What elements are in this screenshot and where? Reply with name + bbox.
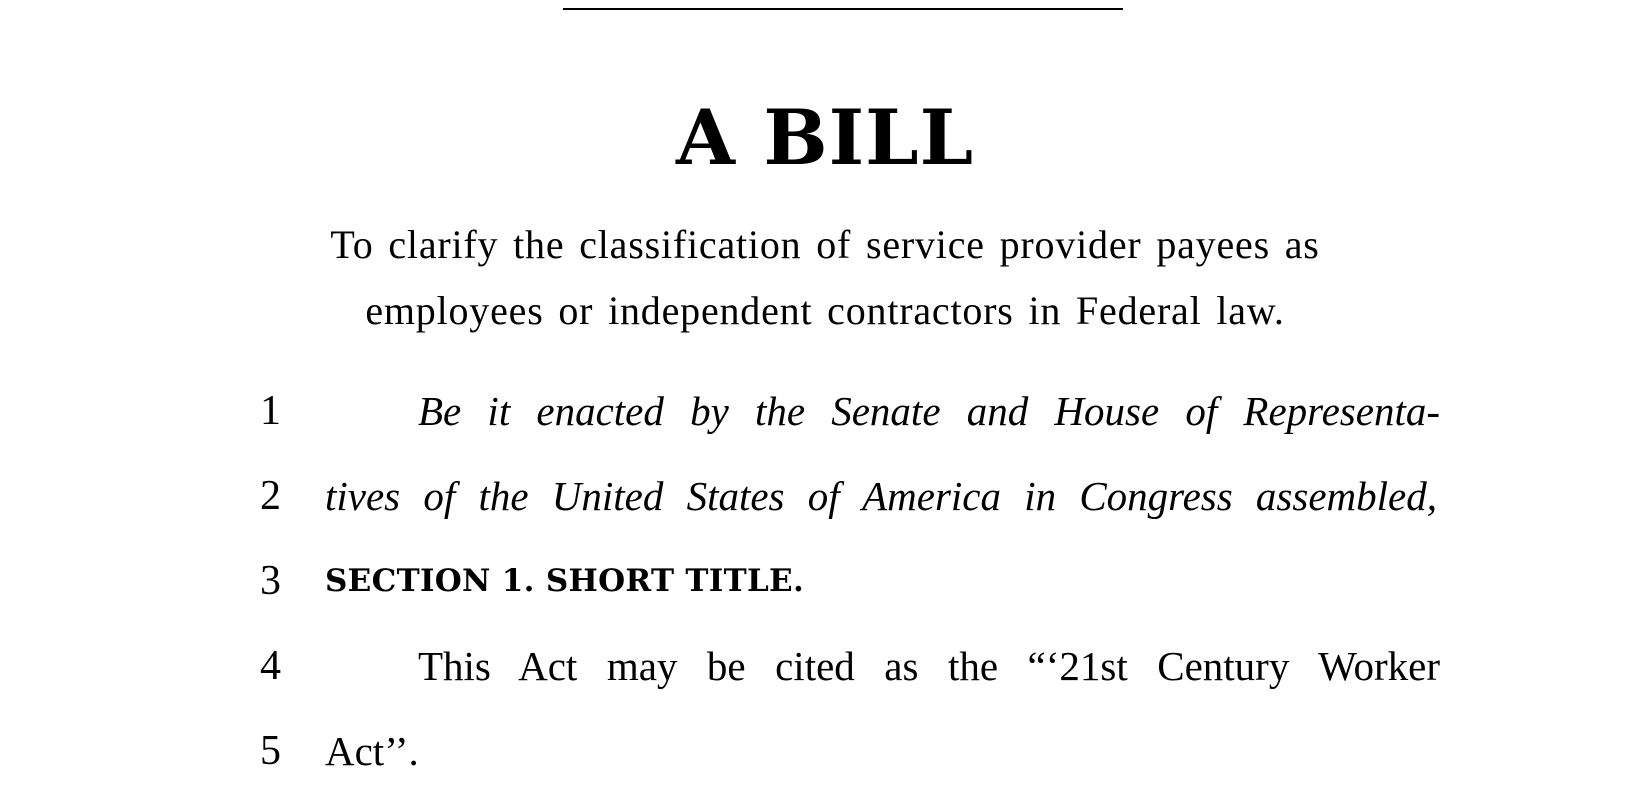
line-number: 3 bbox=[260, 558, 281, 604]
bill-line-1 bbox=[0, 381, 1650, 441]
line-number: 5 bbox=[260, 728, 281, 774]
line-number: 2 bbox=[260, 473, 281, 519]
line-number: 4 bbox=[260, 643, 281, 689]
bill-line-4 bbox=[0, 636, 1650, 696]
bill-purpose bbox=[0, 212, 1650, 344]
bill-line-2 bbox=[0, 466, 1650, 526]
enacting-clause-text: tives of the United States of America in Congress assembled, bbox=[325, 473, 1437, 519]
bill-line-3 bbox=[0, 551, 1650, 611]
section-body-text: This Act may be cited as the “‘21st Century Worker bbox=[418, 643, 1440, 689]
enacting-clause-text: Be it enacted by the Senate and House of Representa- bbox=[418, 388, 1440, 434]
purpose-line: To clarify the classification of service provider payees as bbox=[330, 222, 1320, 267]
bill-heading: A BILL bbox=[675, 93, 975, 182]
bill-line-5 bbox=[0, 721, 1650, 781]
line-number: 1 bbox=[260, 388, 281, 434]
purpose-line: employees or independent contractors in Federal law. bbox=[365, 288, 1285, 333]
section-body-text: Act’’. bbox=[325, 728, 419, 774]
top-rule-divider bbox=[563, 8, 1123, 10]
section-heading: SECTION 1. SHORT TITLE. bbox=[325, 563, 805, 599]
